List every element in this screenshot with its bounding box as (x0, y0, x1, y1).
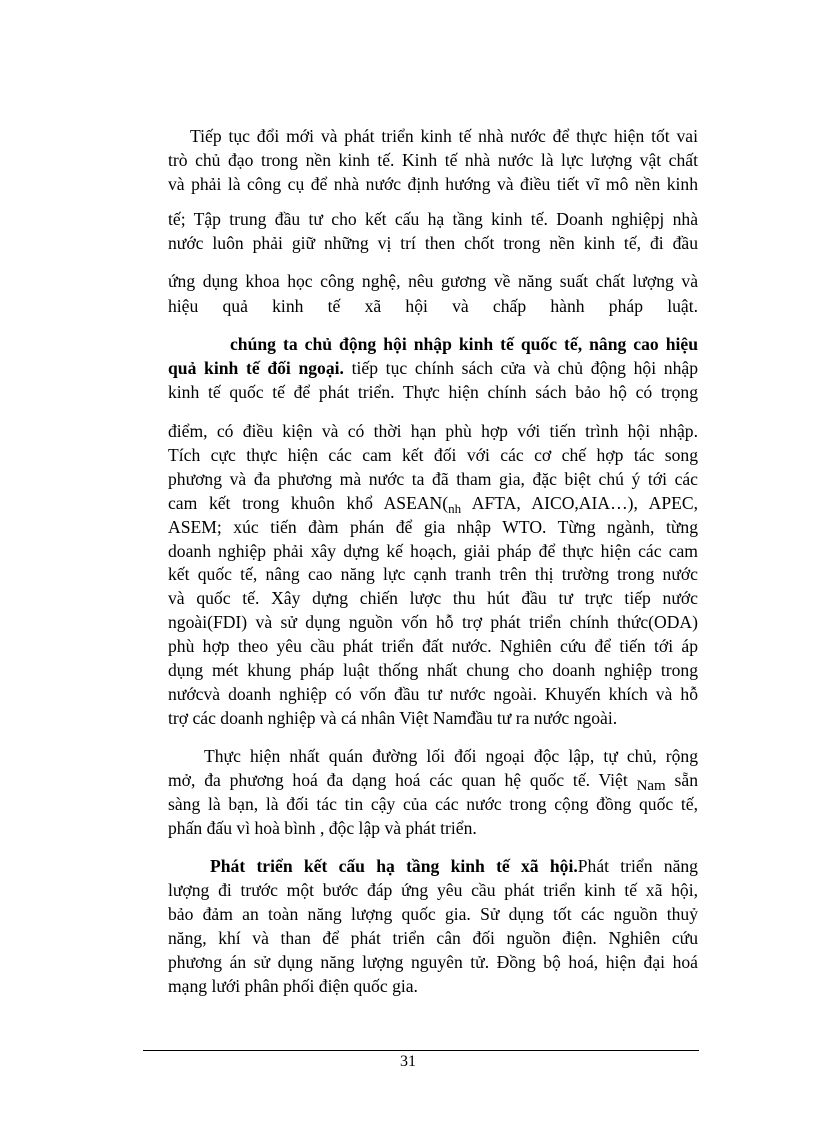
paragraph-3-line-1: Thực hiện nhất quán đường lối đối ngoại độc lập, tự chủ, rộng (204, 746, 698, 766)
paragraph-4-line-1-text: Phát triển năng (577, 856, 698, 876)
paragraph-2-line-4: điểm, có điều kiện và có thời hạn phù hợp với tiến trình hội nhập. (168, 421, 698, 441)
paragraph-2-line-2-text: tiếp tục chính sách cửa và chủ động hội nhập (343, 358, 698, 378)
paragraph-2-line-6: phương và đa phương mà nước ta đã tham gia, đặc biệt chú ý tới các (168, 469, 698, 489)
footer-rule (143, 1050, 699, 1051)
paragraph-1-line-1: Tiếp tục đổi mới và phát triển kinh tế nhà nước để thực hiện tốt vai (190, 126, 698, 146)
paragraph-2-line-7-a: cam kết trong khuôn khổ ASEAN( (168, 493, 449, 513)
paragraph-2-line-3: kinh tế quốc tế để phát triển. Thực hiện chính sách bảo hộ có trọng (168, 382, 698, 402)
page-number: 31 (400, 1053, 416, 1070)
paragraph-2-line-12: ngoài(FDI) và sử dụng nguồn vốn hỗ trợ phát triển chính thức(ODA) (168, 612, 698, 632)
paragraph-1-line-6: ứng dụng khoa học công nghệ, nêu gương về năng suất chất lượng và (168, 271, 698, 291)
paragraph-2-line-15: nướcvà doanh nghiệp có vốn đầu tư nước ngoài. Khuyến khích và hỗ (168, 684, 698, 704)
paragraph-1-line-3: và phải là công cụ để nhà nước định hướng và điều tiết vĩ mô nền kinh (168, 174, 698, 194)
paragraph-2-line-10: kết quốc tế, nâng cao năng lực cạnh tranh trên thị trường trong nước (168, 564, 698, 584)
paragraph-2-line-9: doanh nghiệp phải xây dựng kế hoạch, giải pháp để thực hiện các cam (168, 541, 698, 561)
paragraph-2-line-7-b: AFTA, AICO,AIA…), APEC, (461, 493, 698, 513)
paragraph-4-line-1 (210, 855, 698, 877)
paragraph-4-line-3: bảo đảm an toàn năng lượng quốc gia. Sử dụng tốt các nguồn thuỷ (168, 904, 698, 924)
paragraph-3-line-2-sub: Nam (636, 778, 666, 794)
paragraph-3-line-2-a: mở, đa phương hoá đa dạng hoá các quan hệ quốc tế. Việt (168, 770, 637, 790)
paragraph-3-line-4: phấn đấu vì hoà bình , độc lập và phát triển. (168, 818, 477, 838)
paragraph-2-line-7-sub: nh (448, 501, 462, 516)
paragraph-3-line-3: sàng là bạn, là đối tác tin cậy của các nước trong cộng đồng quốc tế, (168, 794, 698, 814)
paragraph-4-line-2: lượng đi trước một bước đáp ứng yêu cầu phát triển kinh tế xã hội, (168, 880, 698, 900)
paragraph-2-line-2 (168, 357, 698, 379)
paragraph-3-line-2 (168, 769, 698, 793)
paragraph-4-heading: Phát triển kết cấu hạ tầng kinh tế xã hội. (210, 856, 578, 876)
paragraph-2-line-16: trợ các doanh nghiệp và cá nhân Việt Namđầu tư ra nước ngoài. (168, 708, 618, 728)
paragraph-1-line-2: trò chủ đạo trong nền kinh tế. Kinh tế nhà nước là lực lượng vật chất (168, 150, 698, 170)
paragraph-2-heading-end: quả kinh tế đối ngoại. (168, 358, 344, 378)
paragraph-2-line-5: Tích cực thực hiện các cam kết đối với các cơ chế hợp tác song (168, 445, 698, 465)
paragraph-2-line-7 (168, 492, 698, 516)
paragraph-4-line-4: năng, khí và than để phát triển cân đối nguồn điện. Nghiên cứu (168, 928, 698, 948)
paragraph-1-line-4: tế; Tập trung đầu tư cho kết cấu hạ tầng kinh tế. Doanh nghiệpj nhà (168, 209, 698, 229)
paragraph-1-line-7: hiệu quả kinh tế xã hội và chấp hành pháp luật. (168, 296, 698, 316)
paragraph-2-line-14: dụng mét khung pháp luật thống nhất chung cho doanh nghiệp trong (168, 660, 698, 680)
paragraph-2-line-13: phù hợp theo yêu cầu phát triển đất nước. Nghiên cứu để tiến tới áp (168, 636, 698, 656)
paragraph-4-line-5: phương án sử dụng năng lượng nguyên tử. Đồng bộ hoá, hiện đại hoá (168, 952, 698, 972)
paragraph-2-heading: chúng ta chủ động hội nhập kinh tế quốc tế, nâng cao hiệu (230, 334, 698, 354)
paragraph-2-line-11: và quốc tế. Xây dựng chiến lược thu hút đầu tư trực tiếp nước (168, 588, 698, 608)
paragraph-2-line-8: ASEM; xúc tiến đàm phán để gia nhập WTO. Từng ngành, từng (168, 517, 698, 537)
paragraph-1-line-5: nước luôn phải giữ những vị trí then chốt trong nền kinh tế, đi đầu (168, 233, 698, 253)
paragraph-4-line-6: mạng lưới phân phối điện quốc gia. (168, 976, 418, 996)
paragraph-3-line-2-b: sẵn (665, 770, 698, 790)
